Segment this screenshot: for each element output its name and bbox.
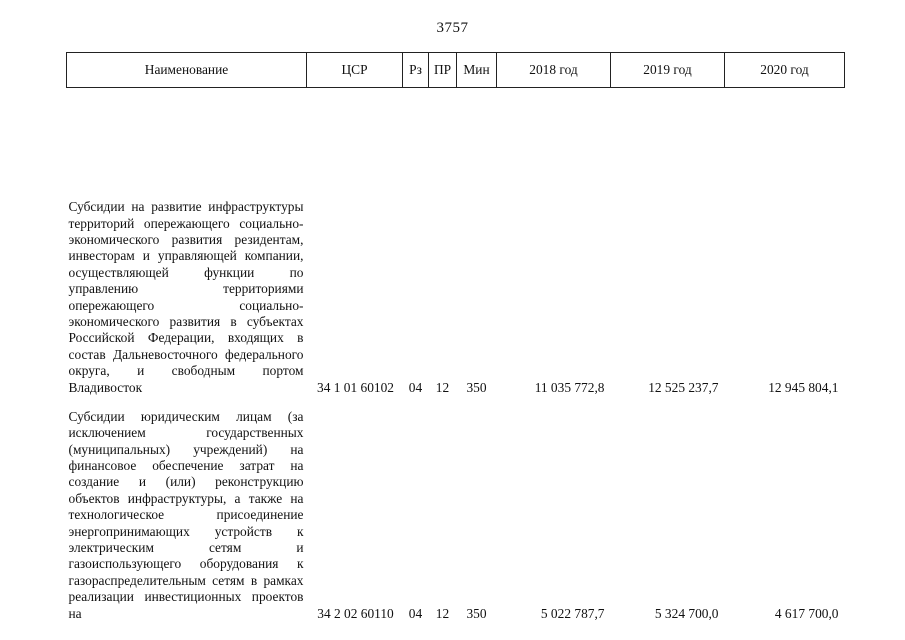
row-csr: 34 2 02 60110 <box>317 606 394 621</box>
row-name: Субсидии юридическим лицам (за исключением государственных (муниципальных) учреждений) на финансовое обеспечение затрат на создание и (или) реконструкцию объектов инфраструктуры, а также на технологическое присоединение энергопринимающих устройств к электрическим сетям и газоиспользующего оборудования к газораспределительным сетям в рамках реализации инвестиционных проектов на <box>68 408 304 621</box>
spacer-cell <box>67 396 845 408</box>
row-pr: 12 <box>435 380 450 395</box>
row-rz: 04 <box>408 606 423 621</box>
header-pr: ПР <box>429 53 457 88</box>
row-csr: 34 1 01 60102 <box>317 380 394 395</box>
page-number: 3757 <box>436 20 469 36</box>
row-2020: 4 617 700,0 <box>774 606 839 621</box>
header-row <box>67 53 845 88</box>
row-2019: 12 525 237,7 <box>648 380 719 395</box>
header-csr: ЦСР <box>307 53 403 88</box>
row-2019: 5 324 700,0 <box>654 606 719 621</box>
table-row <box>67 408 845 622</box>
row-pr: 12 <box>435 606 450 621</box>
row-min: 350 <box>466 380 487 395</box>
header-2018: 2018 год <box>497 53 611 88</box>
row-2018: 5 022 787,7 <box>540 606 605 621</box>
row-name: Субсидии на развитие инфраструктуры территорий опережающего социально-экономического развития резидентам, инвесторам и управляющей компании, осуществляющей функции по управлению территориями опережающего социально-экономического развития в субъектах Российской Федерации, входящих в состав Дальневосточного федерального округа, и свободным портом Владивосток <box>68 199 304 395</box>
row-2018: 11 035 772,8 <box>534 380 605 395</box>
header-2020: 2020 год <box>725 53 845 88</box>
header-rz: Рз <box>403 53 429 88</box>
table-row <box>67 88 845 397</box>
row-min: 350 <box>466 606 487 621</box>
row-rz: 04 <box>408 380 423 395</box>
row-spacer <box>67 396 845 408</box>
header-2019: 2019 год <box>611 53 725 88</box>
budget-table <box>66 52 845 622</box>
header-min: Мин <box>457 53 497 88</box>
row-2020: 12 945 804,1 <box>768 380 839 395</box>
header-name: Наименование <box>67 53 307 88</box>
